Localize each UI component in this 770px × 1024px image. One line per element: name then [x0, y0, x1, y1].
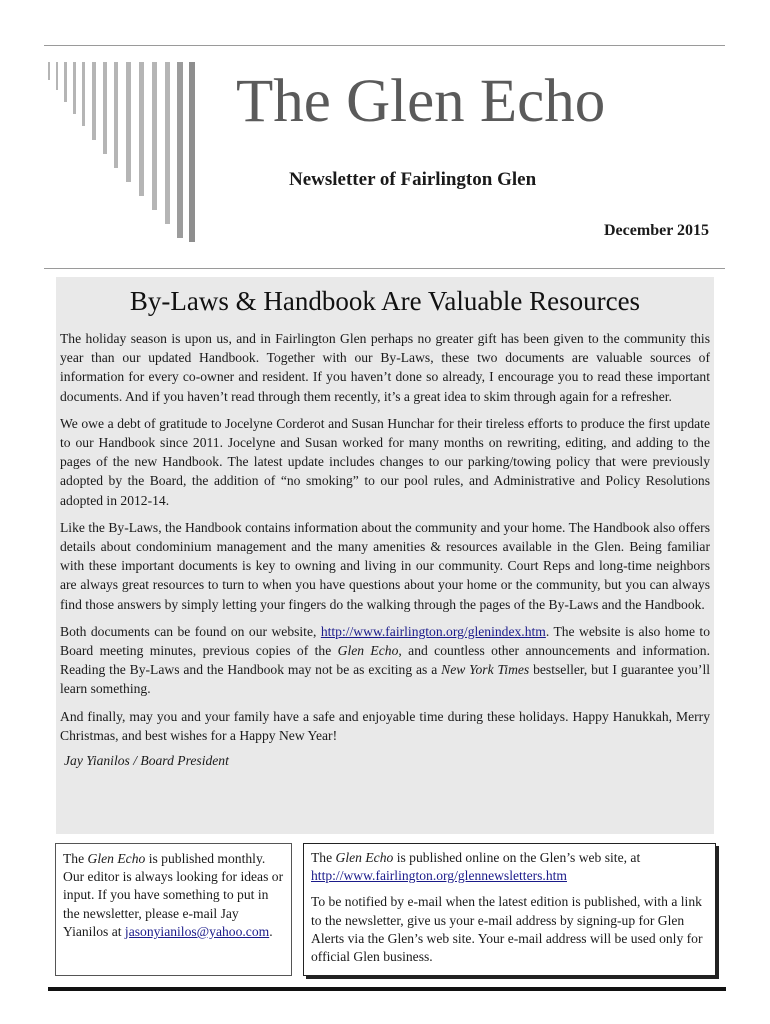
online-text-b: is published online on the Glen’s web site, at	[393, 850, 641, 865]
editor-email-link[interactable]: jasonyianilos@yahoo.com	[124, 923, 270, 939]
newsletters-link[interactable]: http://www.fairlington.org/glennewsletters.htm	[311, 868, 567, 884]
email-alerts-text: To be notified by e-mail when the latest edition is published, with a link to the newsletter, give us your e-mail address by signing-up for Glen Alerts via the Glen’s web site. Your e-mail address will be used only for official Glen business.	[311, 894, 703, 965]
article-headline: By-Laws & Handbook Are Valuable Resources	[129, 286, 641, 316]
masthead-rule	[44, 268, 725, 269]
p4-text-d: bestseller, but I guarantee you’ll learn something.	[60, 662, 710, 697]
article-paragraph-3: Like the By-Laws, the Handbook contains information about the community and your home. The Handbook also offers details about condominium management and the many amenities & resources available in the Glen. Being familiar with these important documents is key to owning and living in our community. Court Reps and long-time neighbors are always great resources to turn to when you have questions about your home or the community, but you can always find those answers by simply letting your fingers do the walking through the pages of the By-Laws and the Handbook.	[60, 519, 710, 612]
bottom-rule	[48, 987, 726, 991]
online-info-box	[303, 843, 716, 976]
p4-new-york-times: New York Times	[441, 662, 530, 678]
editor-text-b: is published monthly. Our editor is always looking for ideas or input. If you have something to put in the newsletter, please e-mail Jay Yianilos at	[63, 851, 284, 939]
issue-date: December 2015	[604, 222, 709, 239]
newsletter-subtitle: Newsletter of Fairlington Glen	[289, 169, 537, 190]
article-paragraph-5: And finally, may you and your family have a safe and enjoyable time during these holidays. Happy Hanukkah, Merry Christmas, and best wishes for a Happy New Year!	[60, 708, 710, 743]
masthead-bars-decoration	[44, 62, 204, 242]
online-glen-echo: Glen Echo	[335, 850, 394, 865]
editor-glen-echo: Glen Echo	[87, 851, 146, 866]
p4-text-c: , and countless other announcements and information. Reading the By-Laws and the Handbook may not be as exciting as a	[60, 643, 710, 678]
article-paragraph-1: The holiday season is upon us, and in Fairlington Glen perhaps no greater gift has been given to the community this year than our updated Handbook. Together with our By-Laws, these two documents are valuable sources of information for every co-owner and resident. If you haven’t done so already, I encourage you to read these important documents. And if you haven’t read through them recently, it’s a great idea to skim through again for a refresher.	[60, 331, 710, 404]
editor-text-c: .	[269, 923, 273, 939]
main-article	[56, 277, 714, 834]
p4-glen-echo: Glen Echo	[337, 643, 399, 659]
top-rule	[44, 45, 725, 46]
article-signature: Jay Yianilos / Board President	[64, 753, 229, 769]
editor-info-box	[55, 843, 292, 976]
glen-index-link[interactable]: http://www.fairlington.org/glenindex.htm	[320, 623, 546, 639]
editor-info-text	[63, 850, 284, 941]
online-text-a: The	[311, 850, 336, 865]
article-paragraph-4	[60, 622, 710, 699]
online-info-text	[311, 849, 708, 885]
editor-text-a: The	[63, 851, 88, 866]
newsletter-title: The Glen Echo	[236, 68, 606, 135]
p4-text-b: . The website is also home to Board meeting minutes, previous copies of the	[60, 623, 710, 659]
article-paragraph-2: We owe a debt of gratitude to Jocelyne Corderot and Susan Hunchar for their tireless efforts to produce the first update to our Handbook since 2011. Jocelyne and Susan worked for many months on rewriting, editing, and adding to the pages of the new Handbook. The latest update includes changes to our parking/towing policy that were previously adopted by the Board, the addition of “no smoking” to our pool rules, and Administrative and Policy Resolutions adopted in 2012-14.	[60, 415, 710, 508]
p4-text-a: Both documents can be found on our website,	[60, 623, 321, 639]
